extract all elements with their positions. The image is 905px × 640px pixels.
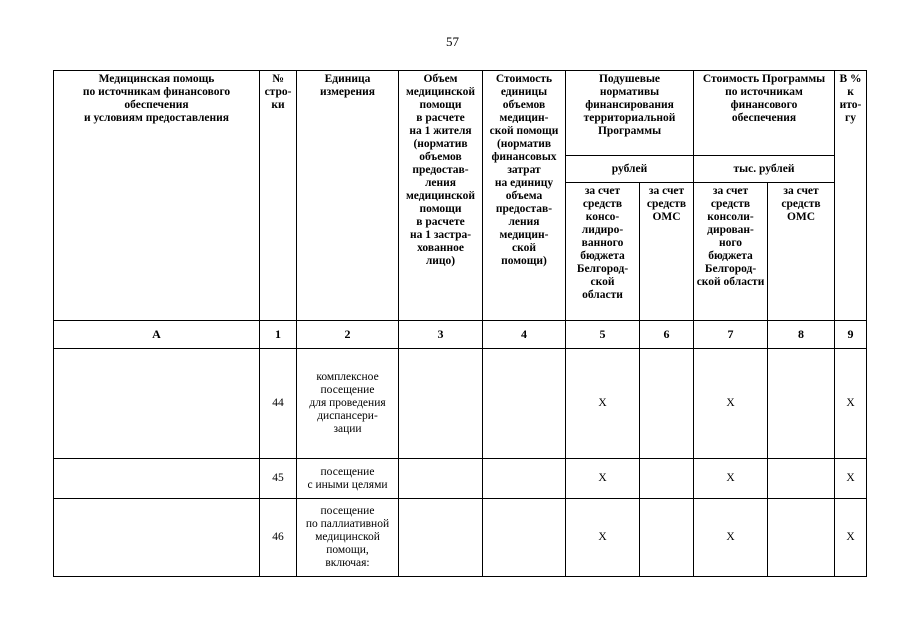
program-oms-cell [768, 499, 835, 577]
table-row [54, 349, 867, 459]
column-number: А [54, 321, 260, 349]
unit-cell: посещение по паллиативной медицинской помощи, включая: [297, 499, 399, 577]
cost-cell [483, 349, 566, 459]
volume-cell [399, 349, 483, 459]
percent-cell: Х [835, 459, 867, 499]
table-row [54, 459, 867, 499]
column-number: 1 [260, 321, 297, 349]
program-oms-cell [768, 459, 835, 499]
cost-cell [483, 459, 566, 499]
care-type-cell [54, 349, 260, 459]
column-number: 8 [768, 321, 835, 349]
column-number: 5 [566, 321, 640, 349]
per-capita-budget-cell: Х [566, 349, 640, 459]
row-number-cell: 44 [260, 349, 297, 459]
volume-cell [399, 499, 483, 577]
column-number: 2 [297, 321, 399, 349]
per-capita-budget-cell: Х [566, 459, 640, 499]
per-capita-oms-cell [640, 349, 694, 459]
row-number-cell: 46 [260, 499, 297, 577]
page-number: 57 [446, 34, 459, 49]
cost-cell [483, 499, 566, 577]
financing-table [53, 70, 867, 577]
percent-cell: Х [835, 349, 867, 459]
header-volume: Объем медицинской помощи в расчете на 1 жителя (норматив объемов предостав- ления медицинской помощи в расчете на 1 застра- хованное лицо) [399, 71, 483, 321]
volume-cell [399, 459, 483, 499]
header-per-capita: Подушевые нормативы финансирования территориальной Программы [566, 71, 694, 156]
column-number: 6 [640, 321, 694, 349]
unit-cell: комплексное посещение для проведения диспансери- зации [297, 349, 399, 459]
column-number: 7 [694, 321, 768, 349]
program-oms-cell [768, 349, 835, 459]
program-budget-cell: Х [694, 349, 768, 459]
care-type-cell [54, 459, 260, 499]
header-care-type: Медицинская помощь по источникам финансового обеспечения и условиям предоставления [54, 71, 260, 321]
column-number: 3 [399, 321, 483, 349]
program-budget-cell: Х [694, 499, 768, 577]
column-numbers-row [54, 321, 867, 349]
per-capita-oms-cell [640, 459, 694, 499]
unit-cell: посещение с иными целями [297, 459, 399, 499]
row-number-cell: 45 [260, 459, 297, 499]
header-per-capita-budget: за счет средств консо- лидиро- ванного бюджета Белгород- ской области [566, 183, 640, 321]
program-budget-cell: Х [694, 459, 768, 499]
table-row [54, 499, 867, 577]
column-number: 4 [483, 321, 566, 349]
per-capita-budget-cell: Х [566, 499, 640, 577]
per-capita-oms-cell [640, 499, 694, 577]
column-number: 9 [835, 321, 867, 349]
header-unit-cost: Стоимость единицы объемов медицин- ской помощи (норматив финансовых затрат на единицу объема предостав- ления медицин- ской помощи) [483, 71, 566, 321]
header-percent: В % к ито- гу [835, 71, 867, 321]
header-unit-thousand-rubles: тыс. рублей [694, 156, 835, 183]
header-program-cost: Стоимость Программы по источникам финансового обеспечения [694, 71, 835, 156]
header-row-number: № стро- ки [260, 71, 297, 321]
percent-cell: Х [835, 499, 867, 577]
header-unit: Единица измерения [297, 71, 399, 321]
header-unit-rubles: рублей [566, 156, 694, 183]
care-type-cell [54, 499, 260, 577]
header-program-oms: за счет средств ОМС [768, 183, 835, 321]
header-per-capita-oms: за счет средств ОМС [640, 183, 694, 321]
header-program-budget: за счет средств консоли- дирован- ного бюджета Белгород- ской области [694, 183, 768, 321]
